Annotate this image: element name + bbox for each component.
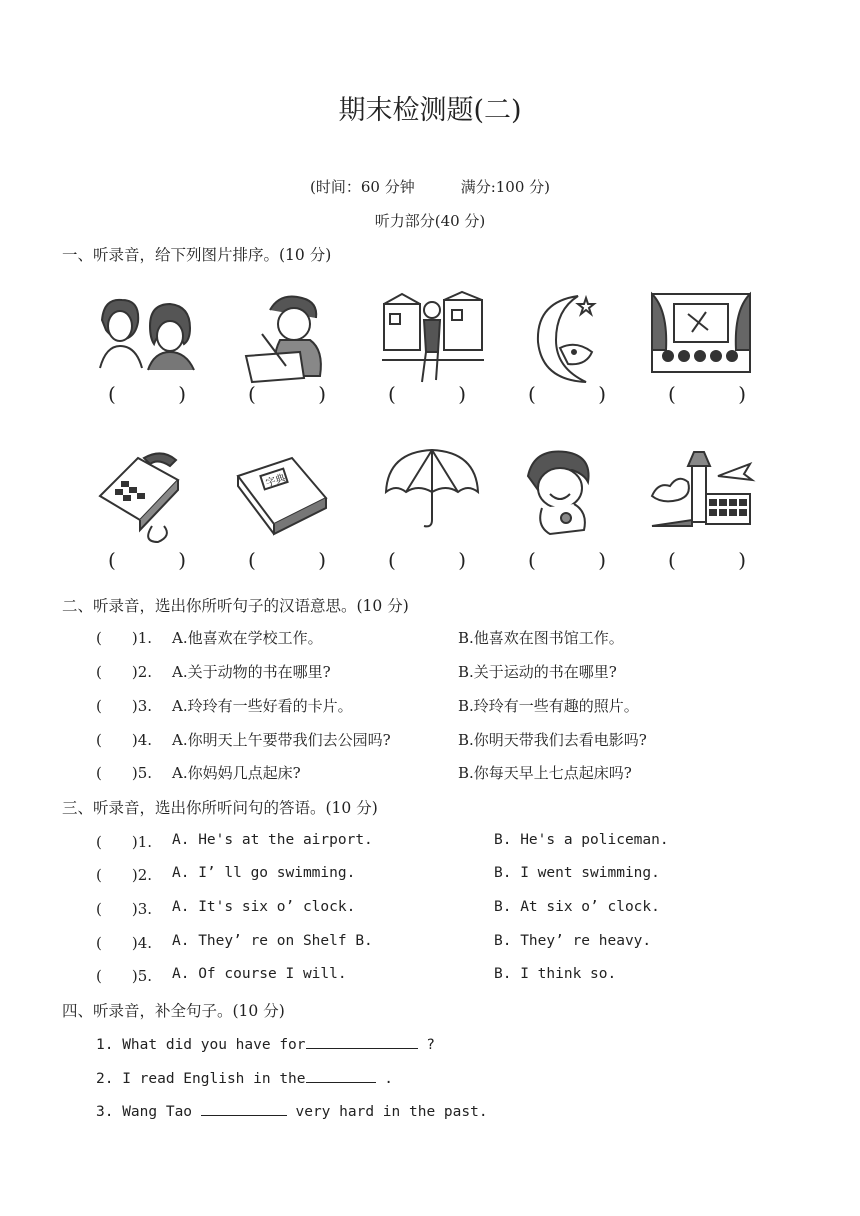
fill-blank[interactable] [306, 1068, 376, 1083]
option-a[interactable]: A.玲玲有一些好看的卡片。 [172, 697, 353, 715]
answer-paren[interactable]: ( ) [668, 382, 746, 406]
option-b[interactable]: B.关于运动的书在哪里? [458, 663, 617, 681]
section3-heading: 三、听录音，选出你所听问句的答语。(10 分) [62, 799, 378, 817]
option-b[interactable]: B.玲玲有一些有趣的照片。 [458, 697, 639, 715]
answer-paren[interactable]: ( ) [528, 548, 606, 572]
section4-heading: 四、听录音，补全句子。(10 分) [62, 1002, 285, 1020]
question-number[interactable]: ( )2. [96, 663, 153, 681]
fill-sentence: 3. Wang Tao very hard in the past. [96, 1101, 488, 1120]
answer-paren[interactable]: ( ) [668, 548, 746, 572]
boy-walking-street-icon [378, 290, 488, 390]
question-number[interactable]: ( )1. [96, 833, 153, 851]
airport-icon [648, 446, 758, 546]
answer-paren[interactable]: ( ) [388, 548, 466, 572]
exam-meta [0, 176, 860, 197]
dictionary-icon [232, 446, 342, 546]
option-b[interactable]: B. At six o’ clock. [494, 899, 660, 915]
option-a[interactable]: A. It's six o’ clock. [172, 899, 356, 915]
option-b[interactable]: B.你明天带我们去看电影吗? [458, 731, 647, 749]
telephone-icon [92, 446, 202, 546]
option-b[interactable]: B. They’ re heavy. [494, 933, 652, 949]
option-b[interactable]: B.他喜欢在图书馆工作。 [458, 629, 624, 647]
fill-sentence: 1. What did you have for ? [96, 1034, 435, 1053]
option-a[interactable]: A.你妈妈几点起床? [172, 764, 301, 782]
option-a[interactable]: A. Of course I will. [172, 966, 347, 982]
section1-heading: 一、听录音，给下列图片排序。(10 分) [62, 246, 332, 264]
smiling-girl-icon [514, 446, 624, 546]
option-b[interactable]: B. I think so. [494, 966, 617, 982]
answer-paren[interactable]: ( ) [108, 382, 186, 406]
moon-icon [516, 290, 626, 390]
fill-blank[interactable] [306, 1034, 418, 1049]
section2-heading: 二、听录音，选出你所听句子的汉语意思。(10 分) [62, 597, 409, 615]
question-number[interactable]: ( )5. [96, 764, 153, 782]
option-b[interactable]: B. He's a policeman. [494, 832, 669, 848]
listening-part-label: 听力部分(40 分) [374, 212, 486, 230]
question-number[interactable]: ( )3. [96, 697, 153, 715]
fill-sentence: 2. I read English in the . [96, 1068, 393, 1087]
question-number[interactable]: ( )4. [96, 934, 153, 952]
exam-time: (时间：60 分钟 [309, 178, 415, 196]
question-number[interactable]: ( )5. [96, 967, 153, 985]
answer-paren[interactable]: ( ) [248, 382, 326, 406]
option-a[interactable]: A. They’ re on Shelf B. [172, 933, 373, 949]
exam-score: 满分:100 分) [460, 178, 551, 196]
question-number[interactable]: ( )2. [96, 866, 153, 884]
option-b[interactable]: B.你每天早上七点起床吗? [458, 764, 632, 782]
answer-paren[interactable]: ( ) [388, 382, 466, 406]
cinema-icon [648, 290, 758, 390]
answer-paren[interactable]: ( ) [528, 382, 606, 406]
option-b[interactable]: B. I went swimming. [494, 865, 660, 881]
option-a[interactable]: A.关于动物的书在哪里? [172, 663, 331, 681]
question-number[interactable]: ( )3. [96, 900, 153, 918]
fill-blank[interactable] [201, 1101, 287, 1116]
girl-drawing-icon [240, 290, 350, 390]
question-number[interactable]: ( )4. [96, 731, 153, 749]
answer-paren[interactable]: ( ) [108, 548, 186, 572]
option-a[interactable]: A.他喜欢在学校工作。 [172, 629, 323, 647]
answer-paren[interactable]: ( ) [248, 548, 326, 572]
umbrella-icon [378, 446, 488, 546]
option-a[interactable]: A.你明天上午要带我们去公园吗? [172, 731, 391, 749]
question-number[interactable]: ( )1. [96, 629, 153, 647]
two-women-icon [92, 290, 202, 390]
dictionary-label: 字典 [264, 472, 287, 490]
page-title: 期末检测题(二) [338, 95, 522, 126]
option-a[interactable]: A. I’ ll go swimming. [172, 865, 356, 881]
option-a[interactable]: A. He's at the airport. [172, 832, 373, 848]
